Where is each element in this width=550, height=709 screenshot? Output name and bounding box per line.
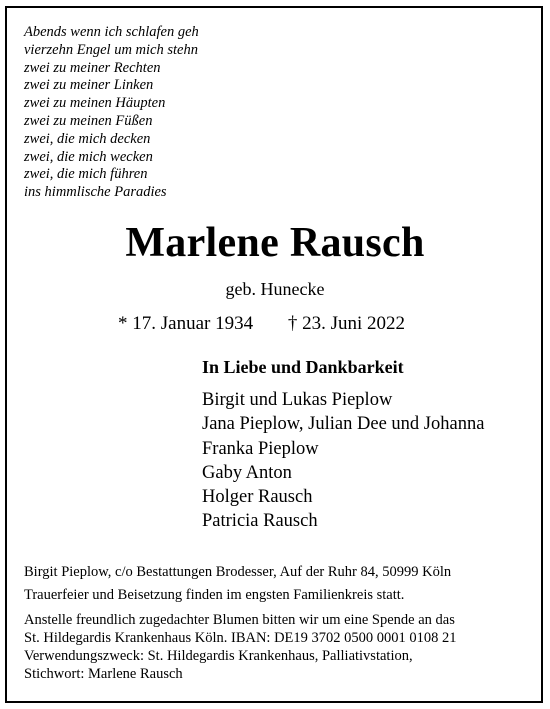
- mourner-name: Gaby Anton: [202, 462, 292, 483]
- poem-line: zwei zu meiner Rechten: [24, 59, 161, 76]
- mourner-name: Franka Pieplow: [202, 438, 319, 459]
- donation-line: St. Hildegardis Krankenhaus Köln. IBAN: DE19 3702 0500 0001 0108 21: [24, 629, 457, 646]
- life-dates: [118, 312, 405, 336]
- mourners-block: [202, 355, 484, 534]
- death-date: † 23. Juni 2022: [287, 313, 406, 334]
- contact-address: Birgit Pieplow, c/o Bestattungen Brodesser, Auf der Ruhr 84, 50999 Köln: [24, 564, 452, 580]
- birth-date: * 17. Januar 1934: [118, 313, 254, 334]
- poem-line: zwei zu meiner Linken: [24, 77, 154, 94]
- ceremony-note: Trauerfeier und Beisetzung finden im engsten Familienkreis statt.: [24, 587, 405, 604]
- poem-line: zwei, die mich führen: [24, 166, 148, 183]
- poem-line: vierzehn Engel um mich stehn: [24, 41, 198, 58]
- poem-line: zwei, die mich wecken: [24, 148, 153, 165]
- poem: [24, 24, 199, 202]
- mourner-name: Patricia Rausch: [202, 511, 318, 532]
- mourners-heading: In Liebe und Dankbarkeit: [202, 357, 404, 377]
- footer-notes: [24, 563, 529, 684]
- birth-name: geb. Hunecke: [225, 279, 325, 299]
- donation-line: Verwendungszweck: St. Hildegardis Krankenhaus, Palliativstation,: [24, 648, 413, 665]
- poem-line: zwei zu meinen Häupten: [24, 95, 166, 112]
- poem-line: Abends wenn ich schlafen geh: [24, 24, 199, 40]
- donation-line: Stichwort: Marlene Rausch: [24, 666, 183, 683]
- mourner-name: Jana Pieplow, Julian Dee und Johanna: [202, 414, 485, 435]
- deceased-name: Marlene Rausch: [125, 220, 425, 266]
- mourner-name: Birgit und Lukas Pieplow: [202, 390, 393, 410]
- donation-line: Anstelle freundlich zugedachter Blumen bitten wir um eine Spende an das: [24, 611, 455, 628]
- mourner-name: Holger Rausch: [202, 487, 313, 508]
- poem-line: ins himmlische Paradies: [24, 184, 167, 201]
- poem-line: zwei, die mich decken: [24, 130, 151, 147]
- poem-line: zwei zu meinen Füßen: [24, 112, 153, 129]
